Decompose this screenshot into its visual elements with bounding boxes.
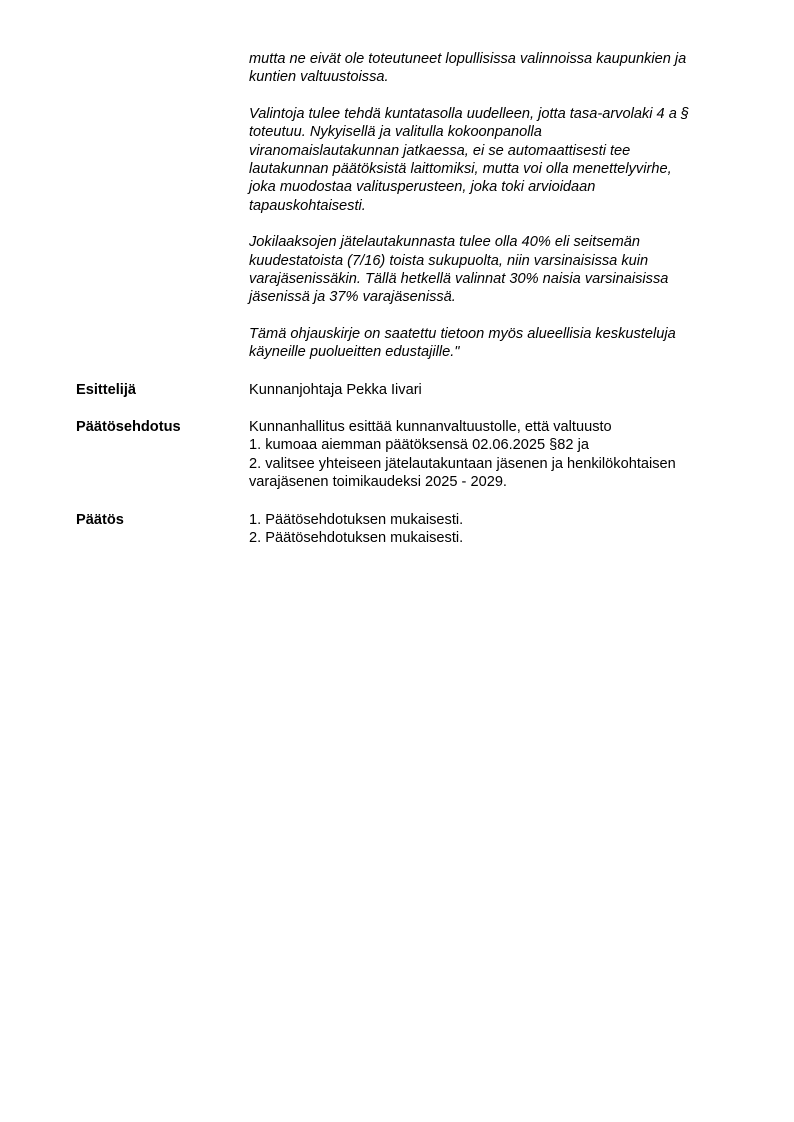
- quote-line: käyneille puolueitten edustajille.": [249, 344, 460, 361]
- quote-line: Jokilaaksojen jätelautakunnasta tulee olla 40% eli seitsemän: [249, 234, 641, 251]
- quote-line: lautakunnan päätöksistä laittomiksi, mutta voi olla menettelyvirhe,: [249, 160, 672, 177]
- quote-line: Valintoja tulee tehdä kuntatasolla uudelleen, jotta tasa-arvolaki 4 a §: [249, 106, 689, 123]
- decision-line: 2. Päätösehdotuksen mukaisesti.: [249, 530, 464, 547]
- quote-line: jäsenissä ja 37% varajäsenissä.: [249, 289, 456, 306]
- decision-proposal-line: varajäsenen toimikaudeksi 2025 - 2029.: [249, 473, 507, 490]
- quote-line: varajäsenissäkin. Tällä hetkellä valinnat 30% naisia varsinaisissa: [249, 270, 669, 287]
- quote-paragraph: [249, 233, 749, 306]
- quoted-guidance-letter: [249, 50, 749, 380]
- quote-line: toteutuu. Nykyisellä ja valitulla kokoonpanolla: [249, 124, 542, 141]
- quote-line: mutta ne eivät ole toteutuneet lopullisissa valinnoissa kaupunkien ja: [249, 51, 687, 67]
- quote-paragraph: [249, 105, 749, 215]
- quote-line: tapauskohtaisesti.: [249, 197, 366, 214]
- quote-line: joka muodostaa valitusperusteen, joka toki arvioidaan: [249, 179, 596, 196]
- quote-line: kuntien valtuustoissa.: [249, 69, 389, 86]
- presenter-value: Kunnanjohtaja Pekka Iivari: [249, 382, 422, 398]
- presenter-value-block: [249, 381, 749, 399]
- quote-paragraph: [249, 325, 749, 362]
- decision-proposal-text: [249, 418, 749, 491]
- quote-line: kuudestatoista (7/16) toista sukupuolta, niin varsinaisissa kuin: [249, 252, 649, 269]
- quote-line: Tämä ohjauskirje on saatettu tietoon myös alueellisia keskusteluja: [249, 326, 676, 343]
- decision-label: Päätös: [76, 512, 124, 528]
- quote-paragraph: [249, 50, 749, 87]
- quote-line: viranomaislautakunnan jatkaessa, ei se automaattisesti tee: [249, 142, 631, 159]
- decision-proposal-line: 1. kumoaa aiemman päätöksensä 02.06.2025 §82 ja: [249, 437, 589, 454]
- decision-proposal-line: Kunnanhallitus esittää kunnanvaltuustolle, että valtuusto: [249, 419, 612, 435]
- decision-text: [249, 511, 749, 548]
- decision-proposal-label: Päätösehdotus: [76, 419, 181, 435]
- decision-line: 1. Päätösehdotuksen mukaisesti.: [249, 512, 464, 528]
- decision-proposal-line: 2. valitsee yhteiseen jätelautakuntaan jäsenen ja henkilökohtaisen: [249, 455, 676, 472]
- presenter-label: Esittelijä: [76, 382, 137, 398]
